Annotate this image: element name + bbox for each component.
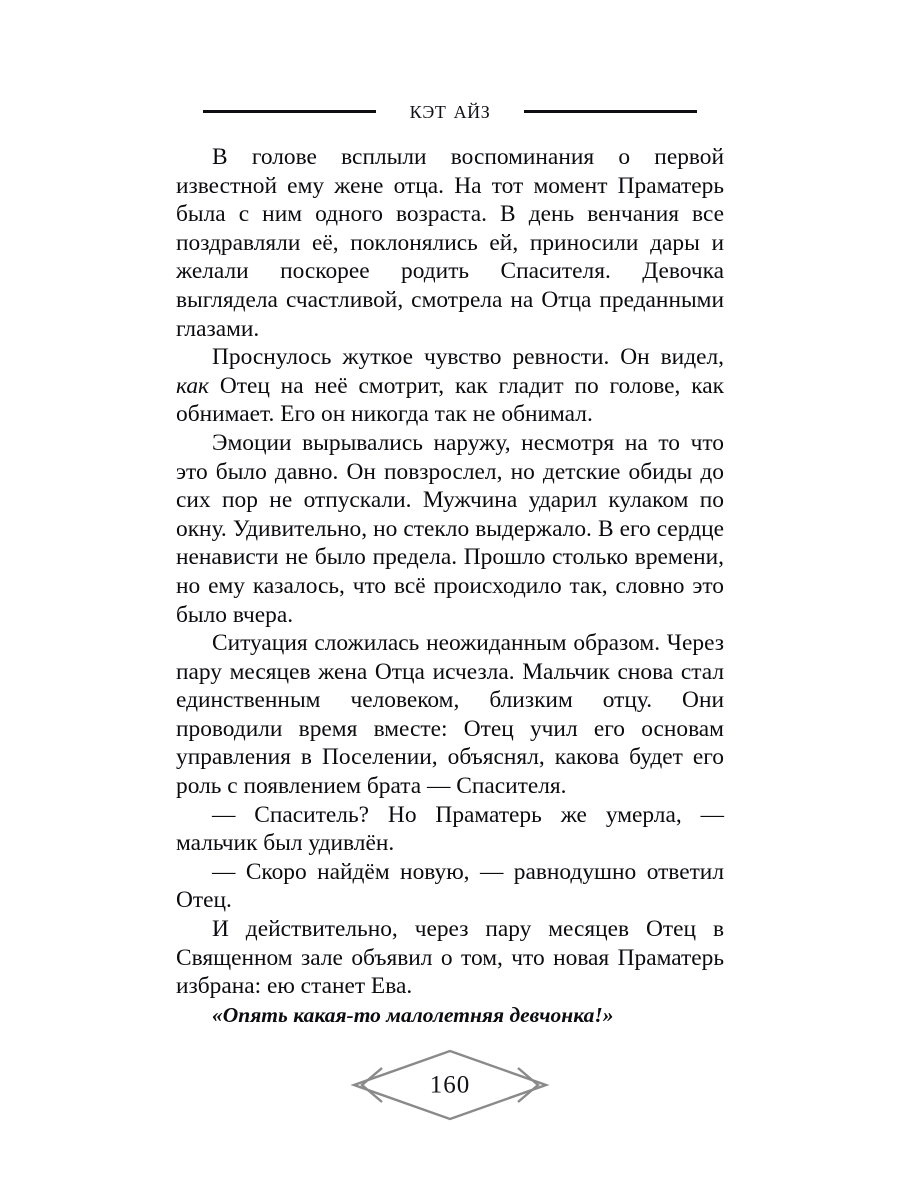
paragraph-3: Эмоции вырывались наружу, несмотря на то что это было давно. Он повзрослел, но детские обиды до сих пор не отпускали. Мужчина ударил кулаком по окну. Удивительно, но стекло выдержало. В его сердце ненависти не было предела. Прошло столько времени, но ему казалось, что всё происходило так, словно это было вчера. [176, 429, 724, 628]
paragraph-6-dialogue: — Скоро найдём новую, — равнодушно ответил Отец. [176, 858, 724, 914]
paragraph-2-emphasis: как [176, 372, 209, 399]
running-head-title: кэт айз [409, 95, 491, 124]
paragraph-7: И действительно, через пару месяцев Отец в Священном зале объявил о том, что новая Праматерь избрана: ею станет Ева. [176, 916, 724, 1000]
running-head [176, 88, 724, 132]
paragraph-1: В голове всплыли воспоминания о первой известной ему жене отца. На тот момент Праматерь была с ним одного возраста. В день венчания все поздравляли её, поклонялись ей, приносили дары и желали поскорее родить Спасителя. Девочка выглядела счастливой, смотрела на Отца преданными глазами. [176, 144, 724, 342]
paragraph-5-dialogue: — Спаситель? Но Праматерь же умерла, — мальчик был удивлён. [176, 801, 724, 857]
body-text-block [176, 143, 724, 1001]
paragraph-2-tail: Отец на неё смотрит, как гладит по голове, как обнимает. Его он никогда так не обнимал. [176, 372, 724, 428]
running-head-rule-left [203, 110, 376, 113]
page-number: 160 [429, 1071, 471, 1099]
paragraph-4: Ситуация сложилась неожиданным образом. Через пару месяцев жена Отца исчезла. Мальчик снова стал единственным человеком, близким отцу. Они проводили время вместе: Отец учил его основам управления в Поселении, объяснял, какова будет его роль с появлением брата — Спасителя. [176, 630, 724, 800]
paragraph-2-lead: Проснулось жуткое чувство ревности. Он видел, [212, 344, 724, 371]
running-head-rule-right [524, 110, 697, 113]
inner-thought-line: «Опять какая-то малолетняя девчонка!» [212, 1003, 614, 1027]
paragraph-2 [176, 343, 724, 429]
page-footer [0, 1046, 900, 1130]
diamond-chevron-ornament [340, 1046, 560, 1124]
